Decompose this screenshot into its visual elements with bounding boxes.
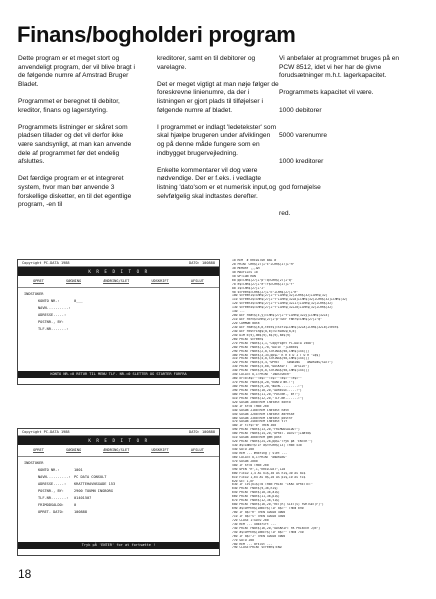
code-line: 430 IF kr=0 THEN 260 — [232, 404, 269, 408]
page-number: 18 — [18, 567, 32, 581]
code-line: 20 PRINT CHR$(27)+"E"+CHR$(27)+"H" — [232, 262, 295, 266]
code-line: 570 GOSUB 2000 — [232, 459, 258, 463]
code-line: 280 PRINT FNat$(1,70,"DATO: ")+dato$ — [232, 345, 299, 349]
code-line: 240 DEF FNstring$(a,b)=STRING$(a,b) — [232, 329, 297, 333]
screen-footer: KONTO NR.=0 RETUR TIL MENU TLF. NR.=0 SLETTER OG STARTER FORFRA — [18, 371, 219, 378]
section-label: INDSTOKER — [24, 460, 44, 465]
screen-footer: Tryk på 'ENTER' for at fortsætte ! — [18, 542, 219, 549]
code-line: 220 COMMON data — [232, 322, 260, 325]
code-line: 420 GOSUB 2000:REM indtast konto — [232, 400, 291, 404]
code-line: 560 LOCATE 8,1:PRINT "ÆNDRING" — [232, 455, 288, 459]
code-line: 740 PRINT FNat$(16,20,"UDSKRIFT PÅ PRINTER J/N") — [232, 526, 321, 530]
code-line: 80 i$=CHR$(27)+"J" — [232, 286, 266, 290]
code-line: 700 IF a$="R" THEN GOSUB 4000 — [232, 511, 286, 514]
screen-header — [18, 429, 219, 436]
date-text: DATO: 100888 — [189, 261, 215, 265]
code-line: 400 PRINT FNat$(11,20,"POSTNR., BY:") — [232, 392, 300, 396]
code-line: 140 ... — [232, 310, 245, 314]
code-line: 630 IF CVS(k1$)=0 THEN PRINT "IKKE OPRETTET" — [232, 483, 313, 487]
article-column-2 — [157, 55, 279, 210]
program-screenshot-empty — [17, 259, 220, 385]
article-column-3 — [279, 55, 411, 227]
menu-item-aendring: ÆNDRING/SLET — [103, 448, 130, 452]
code-line: 760 IF a$="J" THEN GOSUB 5000 — [232, 534, 286, 538]
paragraph: I programmet er indlagt 'ledetekster' som skal hjælpe brugeren under afviklingen og på denne måde fungere som en indbygget brugervejledning. — [157, 123, 277, 157]
code-line: 200 DEF FNat$(x,y)=CHR$(27)+"Y"+CHR$(32+y)+CHR$(32+x) — [232, 314, 330, 318]
code-line: 250 DIM d(9),dd$(9),k$(9),kd$(9) — [232, 333, 291, 337]
code-line: 440 GOSUB 2100:REM indtast navn — [232, 408, 289, 412]
code-line: 130 screen4$=CHR$(27)+"Y"+CHR$(32+20)+CHR$(32)+CHR$(32) — [232, 306, 333, 310]
paragraph: Enkelte kommentarer vil dog være nødvendige. Der er f.eks. i vedlagte listning 'dato'som er et numerisk input,og selvfølgelig skal indtastes derefter. — [157, 166, 277, 200]
editor-signature: red. — [279, 209, 291, 217]
code-line: 40 MAXFILES 10 — [232, 270, 258, 274]
code-line: 620 GET 1,kr — [232, 479, 255, 483]
field-value: 2900 TOUMN INGBORG — [74, 488, 113, 493]
screen-form — [18, 457, 219, 517]
screen-menu — [18, 445, 219, 457]
field-value: PC DATA CONSULT — [74, 474, 107, 479]
code-line: 100 screen1$=CHR$(27)+"Y"+CHR$(32)+CHR$(32)+CHR$(32) — [232, 294, 328, 298]
menu-item-sogning: SØGNING — [66, 448, 82, 452]
field-label: POSTNR., BY: — [38, 319, 64, 324]
field-label: TLF.NR.......: — [38, 495, 69, 500]
code-line: 750 a$=UPPER$(INKEY$):IF a$="" THEN 750 — [232, 530, 304, 534]
code-line: 450 GOSUB 2200:REM indtast adresse — [232, 412, 295, 416]
code-line: 310 PRINT FNat$(4,0,STRING$(90,CHR$(154))) — [232, 357, 310, 361]
code-line: 770 GOTO 260 — [232, 538, 255, 542]
section-label: INDSTOKER — [24, 291, 44, 296]
paragraph: Det er meget vigtigt at man nøje følger de foreskrevne linienumre, da der i listningen er gjort plads til tilføjelser i følgende numre af bladet. — [157, 80, 279, 114]
menu-item-afslut: AFSLUT — [190, 448, 204, 452]
code-line: 660 PRINT FNat$(11,36,p1$) — [232, 495, 280, 499]
field-label: OPRET. DATO: — [38, 509, 64, 514]
code-line: 60 pp=CHR$(27)+"p":q=CHR$(27)+"q" — [232, 278, 293, 282]
code-line: 690 a$=UPPER$(INKEY$):IF a$="" THEN 690 — [232, 507, 304, 511]
closing-greeting: god fornøjelse — [279, 183, 321, 191]
paragraph: kreditorer, samt en til debitorer og varelagre. — [157, 55, 256, 71]
screen-banner: K R E D I T O R — [18, 436, 219, 445]
code-line: 580 IF kr=0 THEN 260 — [232, 463, 269, 467]
code-line: 680 PRINT FNat$(16,20,"RET(R) SLET(S) FORTSÆT(F)") — [232, 503, 324, 507]
screen-form — [18, 288, 219, 334]
code-line: 670 PRINT FNat$(12,36,t1$) — [232, 499, 280, 503]
field-value: 0___ — [74, 298, 83, 303]
paragraph: Vi anbefaler at programmet bruges på en PCW 8512, idet vi her har de givne forudsætninger m.h.t. lagerkapacitet. — [279, 55, 400, 80]
code-line: 550 REM --- ændring / slet --- — [232, 451, 288, 455]
field-label: POSTNR., BY: — [38, 488, 64, 493]
code-line: 340 PRINT FNat$(6,0,STRING$(90,CHR$(154))) — [232, 369, 310, 373]
code-line: 520 PRINT FNat$(24,28,pp$+"Tryk på 'ENTER'") — [232, 440, 313, 444]
menu-item-opret: OPRET — [33, 448, 44, 452]
code-line: 480 IF tlf$="0" THEN 360 — [232, 424, 277, 428]
paragraph: Programmet er beregnet til debitor, kreditor, finans og lagerstyring. — [18, 97, 120, 114]
code-line: 370 PRINT FNat$(8,20,"KONTO NR.:") — [232, 381, 295, 385]
code-line: 50 OPTION RUN — [232, 274, 256, 278]
code-line: 260 PRINT screen$ — [232, 337, 264, 341]
code-line: 780 REM --- afslut --- — [232, 542, 273, 546]
menu-item-afslut: AFSLUT — [190, 279, 204, 283]
article-column-1 — [18, 55, 140, 218]
code-line: 110 screen2$=CHR$(27)+"Y"+CHR$(32+8)+CHR$(32)+CHR$(32)+CHR$(32) — [232, 298, 348, 302]
capacity-item: 1000 kreditorer — [279, 158, 324, 166]
code-line: 790 CLOSE:PRINT screen$:END — [232, 546, 282, 550]
code-line: 230 DEF FNat$(a,b,text$)=scr1$+CHR$(32+a)+CHR$(32+b)+text$ — [232, 325, 339, 329]
paragraph: Det færdige program er et integreret system, hvor man bør anvende 3 forskellige disketter, en til det egentlige program, -en til — [18, 175, 132, 209]
code-line: 10 REM # KREDITOR BAS # — [232, 259, 277, 262]
code-line: 70 e$=CHR$(27)+"e":f$=CHR$(27)+"f" — [232, 282, 295, 286]
code-line: 410 PRINT FNat$(12,20,"TLF.NR.......:") — [232, 396, 304, 400]
code-line: 30 MEMORY ,,,&H — [232, 266, 260, 270]
code-line: 530 a$=INKEY$:IF a$<>CHR$(13) THEN 530 — [232, 444, 302, 448]
menu-item-udskrift: UDSKRIFT — [151, 448, 169, 452]
code-line: 710 IF a$="S" THEN GOSUB 4500 — [232, 514, 286, 518]
paragraph: Programmets listninger er skåret som pladsen tillader og det vil derfor ikke være sandsynligt, at man kan anvende dele af programmet før det endelig afsluttes. — [18, 123, 132, 166]
code-line: 300 PRINT FNat$(3,35,pp$+" K R E D I T O R "+q$) — [232, 353, 321, 357]
menu-item-udskrift: UDSKRIFT — [151, 279, 169, 283]
code-line: 270 PRINT FNat$(1,1,"Copyright PC-DATA 1988") — [232, 341, 315, 345]
code-line: 610 FIELD 1,64 AS d$,20 AS p1$,10 AS t1$ — [232, 475, 306, 479]
menu-item-sogning: SØGNING — [66, 279, 82, 283]
code-line: 490 PRINT FNat$(13,20,"FRIMODSALDO:") — [232, 428, 300, 432]
code-line: 730 REM --- udskrift --- — [232, 522, 277, 526]
code-line: 360 kr=0:a$="":b$="":c$="":d$="":e$="" — [232, 377, 302, 381]
menu-item-opret: OPRET — [33, 279, 44, 283]
code-line: 600 FIELD 1,4 AS k1$,30 AS n1$,30 AS a1$ — [232, 471, 306, 475]
paragraph: Dette program er et meget stort og anvendeligt program, der vil blive bragt i de følgende numre af Amstrad Bruger Bladet. — [18, 55, 135, 88]
capacity-item: 5000 varenumre — [279, 132, 328, 140]
menu-item-aendring: ÆNDRING/SLET — [103, 279, 130, 283]
capacity-intro: Programmets kapacitet vil være. — [279, 89, 374, 97]
code-line: 90 screen$=CHR$(27)+"E"+CHR$(27)+"H" — [232, 290, 299, 294]
date-text: DATO: 100888 — [189, 430, 215, 434]
copyright-text: Copyright PC-DATA 1988 — [22, 261, 70, 265]
field-label: TLF.NR.......: — [38, 326, 69, 331]
field-value: 100888 — [74, 509, 87, 514]
screen-banner: K R E D I T O R — [18, 267, 219, 276]
code-line: 120 screen3$=CHR$(27)+"Y"+CHR$(32+17)+CHR$(32)+CHR$(32) — [232, 302, 333, 306]
code-line: 720 CLOSE 1:GOTO 260 — [232, 518, 269, 522]
field-label: ADRESSE.....: — [38, 312, 67, 317]
field-value: 0 — [74, 502, 77, 507]
program-screenshot-filled — [17, 428, 220, 556]
code-line: 320 PRINT FNat$(5,4,"OPRET SØGNING ÆNDRING/SLET") — [232, 361, 333, 365]
code-line: 460 GOSUB 2300:REM indtast postnr — [232, 416, 293, 420]
field-value: 01401507 — [74, 495, 92, 500]
code-line: 590 OPEN "R",1,"KRED.DAT",128 — [232, 467, 286, 471]
field-label: KONTO NR.: — [38, 467, 60, 472]
code-line: 290 PRINT FNat$(2,0,STRING$(90,CHR$(154))) — [232, 349, 310, 353]
code-line: 390 PRINT FNat$(10,20,"ADRESSE.....:") — [232, 388, 302, 392]
code-line: 640 PRINT FNat$(9,36,n1$) — [232, 487, 278, 491]
field-label: KONTO NR.: — [38, 298, 60, 303]
article-title: Finans/bogholderi program — [17, 22, 296, 47]
code-line: 350 LOCATE 8,1:PRINT "INDSTOKER" — [232, 373, 291, 377]
code-line: 510 GOSUB 3000:REM gem post — [232, 436, 282, 440]
field-value: KRATTEHAVNSGADE 153 — [74, 481, 116, 486]
code-line: 650 PRINT FNat$(10,36,a1$) — [232, 491, 280, 495]
field-label: FRIMODSALDO: — [38, 502, 64, 507]
field-label: ADRESSE.....: — [38, 481, 67, 486]
copyright-text: Copyright PC-DATA 1988 — [22, 430, 70, 434]
field-label: NAVN..........: — [38, 305, 71, 310]
field-value: 1001 — [74, 467, 83, 472]
code-line: 330 PRINT FNat$(5,60,"UDSKRIFT AFSLUT") — [232, 365, 310, 369]
code-line: 470 GOSUB 2400:REM indtast tlf — [232, 420, 288, 424]
code-line: 210 DEF FNrv$=CHR$(27)+"p":DEF FNnr$=CHR$(27)+"q" — [232, 318, 322, 322]
basic-code-listing — [232, 259, 422, 553]
capacity-item: 1000 debitorer — [279, 106, 322, 114]
screen-header — [18, 260, 219, 267]
code-line: 540 GOTO 260 — [232, 448, 255, 451]
code-line: 380 PRINT FNat$(9,20,"NAVN..........:") — [232, 385, 304, 388]
field-label: NAVN..........: — [38, 474, 71, 479]
screen-menu — [18, 276, 219, 288]
code-line: 500 PRINT FNat$(14,20,"OPRET. DATO:")+dato$ — [232, 432, 311, 436]
